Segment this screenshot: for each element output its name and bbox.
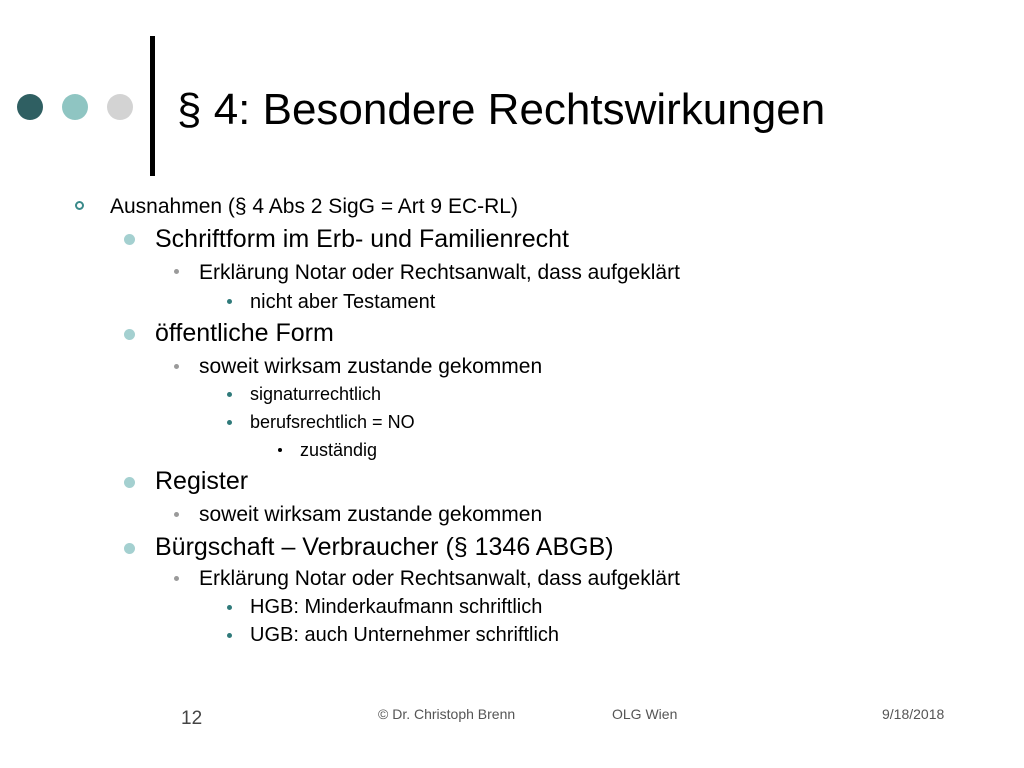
level3-bullet-icon bbox=[174, 512, 179, 517]
level4-bullet-icon bbox=[227, 299, 232, 304]
footer-organization: OLG Wien bbox=[612, 706, 678, 722]
list-item: signaturrechtlich bbox=[250, 384, 382, 404]
list-item: Schriftform im Erb- und Familienrecht bbox=[155, 225, 570, 253]
list-item: Bürgschaft – Verbraucher (§ 1346 ABGB) bbox=[155, 533, 614, 561]
page-number: 12 bbox=[181, 708, 203, 729]
level2-bullet-icon bbox=[124, 477, 135, 488]
level2-bullet-icon bbox=[124, 543, 135, 554]
level5-bullet-icon bbox=[278, 448, 282, 452]
footer-author: © Dr. Christoph Brenn bbox=[378, 706, 516, 722]
level1-bullet-icon bbox=[75, 201, 84, 210]
level2-bullet-icon bbox=[124, 329, 135, 340]
level4-bullet-icon bbox=[227, 633, 232, 638]
list-item: soweit wirksam zustande gekommen bbox=[199, 503, 543, 526]
level4-bullet-icon bbox=[227, 392, 232, 397]
level2-bullet-icon bbox=[124, 234, 135, 245]
slide-title: § 4: Besondere Rechtswirkungen bbox=[177, 85, 826, 134]
level4-bullet-icon bbox=[227, 605, 232, 610]
list-item: Register bbox=[155, 467, 249, 495]
level3-bullet-icon bbox=[174, 576, 179, 581]
level3-bullet-icon bbox=[174, 364, 179, 369]
list-item: Erklärung Notar oder Rechtsanwalt, dass aufgeklärt bbox=[199, 261, 680, 284]
list-item: soweit wirksam zustande gekommen bbox=[199, 355, 543, 378]
footer-date: 9/18/2018 bbox=[882, 706, 945, 722]
list-item: berufsrechtlich = NO bbox=[250, 412, 415, 432]
list-item: zuständig bbox=[300, 440, 378, 460]
list-item: öffentliche Form bbox=[155, 319, 334, 347]
list-item: nicht aber Testament bbox=[250, 291, 436, 313]
list-item: UGB: auch Unternehmer schriftlich bbox=[250, 624, 560, 646]
list-item: Ausnahmen (§ 4 Abs 2 SigG = Art 9 EC-RL) bbox=[110, 195, 518, 218]
list-item: HGB: Minderkaufmann schriftlich bbox=[250, 596, 543, 618]
list-item: Erklärung Notar oder Rechtsanwalt, dass aufgeklärt bbox=[199, 567, 680, 590]
level4-bullet-icon bbox=[227, 420, 232, 425]
level3-bullet-icon bbox=[174, 269, 179, 274]
